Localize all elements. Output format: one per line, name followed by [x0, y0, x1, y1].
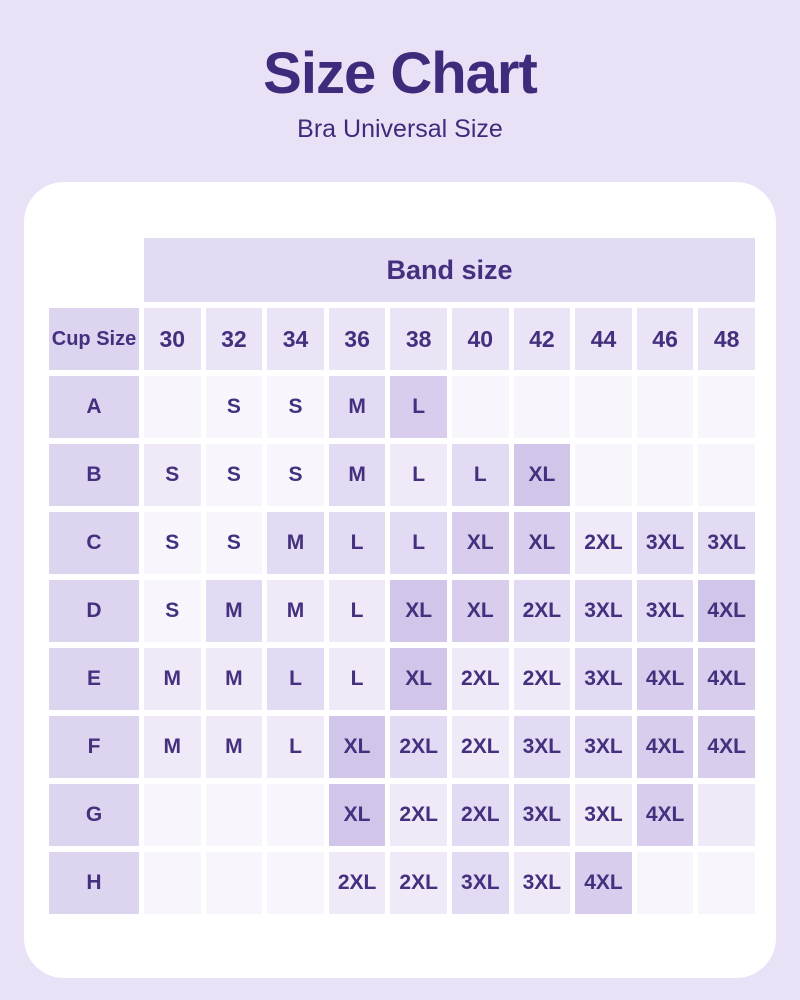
size-cell-H-48: [698, 852, 755, 914]
size-cell-G-46: 4XL: [637, 784, 694, 846]
size-cell-F-42: 3XL: [514, 716, 571, 778]
size-cell-D-44: 3XL: [575, 580, 632, 642]
band-size-30: 30: [144, 308, 201, 370]
header: [0, 0, 800, 144]
size-cell-E-42: 2XL: [514, 648, 571, 710]
size-cell-D-48: 4XL: [698, 580, 755, 642]
band-size-48: 48: [698, 308, 755, 370]
table-corner-spacer: [49, 238, 139, 302]
size-cell-C-46: 3XL: [637, 512, 694, 574]
band-size-header: Band size: [144, 238, 755, 302]
band-size-46: 46: [637, 308, 694, 370]
size-cell-H-38: 2XL: [390, 852, 447, 914]
size-cell-E-48: 4XL: [698, 648, 755, 710]
size-cell-A-34: S: [267, 376, 324, 438]
size-cell-C-44: 2XL: [575, 512, 632, 574]
size-cell-B-48: [698, 444, 755, 506]
band-size-40: 40: [452, 308, 509, 370]
size-chart-card: [24, 182, 776, 978]
cup-size-C: C: [49, 512, 139, 574]
size-cell-B-38: L: [390, 444, 447, 506]
size-cell-F-44: 3XL: [575, 716, 632, 778]
size-table: [49, 238, 755, 914]
size-cell-G-48: [698, 784, 755, 846]
cup-size-G: G: [49, 784, 139, 846]
size-cell-C-38: L: [390, 512, 447, 574]
size-cell-F-30: M: [144, 716, 201, 778]
size-cell-E-44: 3XL: [575, 648, 632, 710]
size-cell-H-32: [206, 852, 263, 914]
size-cell-H-36: 2XL: [329, 852, 386, 914]
size-cell-H-40: 3XL: [452, 852, 509, 914]
size-cell-C-34: M: [267, 512, 324, 574]
size-cell-G-44: 3XL: [575, 784, 632, 846]
size-cell-C-36: L: [329, 512, 386, 574]
size-cell-F-32: M: [206, 716, 263, 778]
size-cell-H-46: [637, 852, 694, 914]
band-size-44: 44: [575, 308, 632, 370]
cup-size-header: Cup Size: [49, 308, 139, 370]
size-cell-B-46: [637, 444, 694, 506]
size-cell-G-30: [144, 784, 201, 846]
size-cell-C-32: S: [206, 512, 263, 574]
size-cell-E-40: 2XL: [452, 648, 509, 710]
size-cell-B-40: L: [452, 444, 509, 506]
size-cell-F-38: 2XL: [390, 716, 447, 778]
size-cell-E-36: L: [329, 648, 386, 710]
size-cell-B-36: M: [329, 444, 386, 506]
size-cell-A-46: [637, 376, 694, 438]
size-cell-E-30: M: [144, 648, 201, 710]
size-cell-D-36: L: [329, 580, 386, 642]
band-size-32: 32: [206, 308, 263, 370]
page-title: Size Chart: [263, 41, 537, 106]
size-cell-D-32: M: [206, 580, 263, 642]
size-cell-F-34: L: [267, 716, 324, 778]
size-cell-A-40: [452, 376, 509, 438]
size-cell-E-32: M: [206, 648, 263, 710]
size-cell-D-30: S: [144, 580, 201, 642]
size-cell-E-34: L: [267, 648, 324, 710]
page-subtitle: Bra Universal Size: [297, 115, 503, 143]
cup-size-H: H: [49, 852, 139, 914]
size-cell-D-34: M: [267, 580, 324, 642]
size-cell-G-36: XL: [329, 784, 386, 846]
band-size-38: 38: [390, 308, 447, 370]
size-cell-B-30: S: [144, 444, 201, 506]
size-cell-D-38: XL: [390, 580, 447, 642]
band-size-36: 36: [329, 308, 386, 370]
size-cell-E-38: XL: [390, 648, 447, 710]
size-cell-G-40: 2XL: [452, 784, 509, 846]
size-cell-G-34: [267, 784, 324, 846]
size-cell-B-32: S: [206, 444, 263, 506]
size-cell-D-42: 2XL: [514, 580, 571, 642]
size-cell-C-40: XL: [452, 512, 509, 574]
size-cell-H-30: [144, 852, 201, 914]
size-cell-B-34: S: [267, 444, 324, 506]
size-cell-A-44: [575, 376, 632, 438]
cup-size-E: E: [49, 648, 139, 710]
cup-size-A: A: [49, 376, 139, 438]
size-cell-G-38: 2XL: [390, 784, 447, 846]
size-cell-C-48: 3XL: [698, 512, 755, 574]
size-cell-F-48: 4XL: [698, 716, 755, 778]
size-cell-A-36: M: [329, 376, 386, 438]
size-cell-A-38: L: [390, 376, 447, 438]
size-cell-A-42: [514, 376, 571, 438]
cup-size-D: D: [49, 580, 139, 642]
band-size-34: 34: [267, 308, 324, 370]
cup-size-B: B: [49, 444, 139, 506]
size-cell-F-46: 4XL: [637, 716, 694, 778]
size-cell-G-42: 3XL: [514, 784, 571, 846]
size-cell-D-46: 3XL: [637, 580, 694, 642]
size-cell-F-40: 2XL: [452, 716, 509, 778]
band-size-42: 42: [514, 308, 571, 370]
cup-size-F: F: [49, 716, 139, 778]
size-cell-B-42: XL: [514, 444, 571, 506]
size-cell-C-30: S: [144, 512, 201, 574]
size-cell-H-44: 4XL: [575, 852, 632, 914]
size-cell-H-42: 3XL: [514, 852, 571, 914]
size-cell-A-32: S: [206, 376, 263, 438]
size-cell-B-44: [575, 444, 632, 506]
size-cell-F-36: XL: [329, 716, 386, 778]
size-cell-D-40: XL: [452, 580, 509, 642]
size-cell-G-32: [206, 784, 263, 846]
size-cell-H-34: [267, 852, 324, 914]
size-cell-A-48: [698, 376, 755, 438]
size-cell-E-46: 4XL: [637, 648, 694, 710]
size-cell-C-42: XL: [514, 512, 571, 574]
size-cell-A-30: [144, 376, 201, 438]
